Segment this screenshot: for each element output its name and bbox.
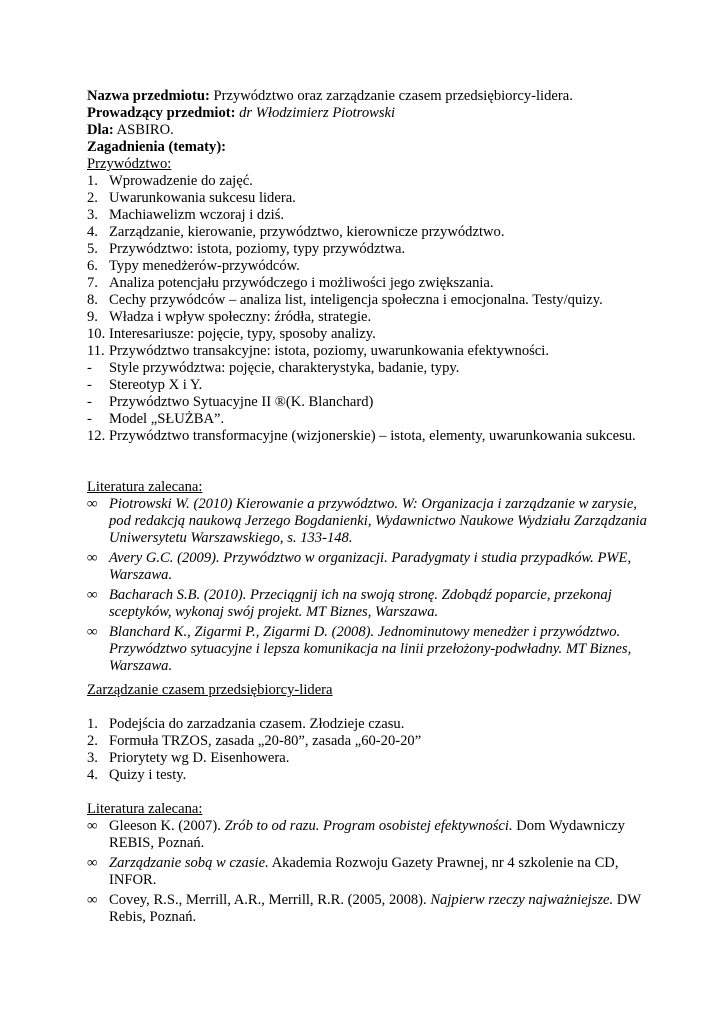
topic-item: 4. Quizy i testy. xyxy=(87,767,187,783)
topic-subitem: - Style przywództwa: pojęcie, charakterystyka, badanie, typy. xyxy=(87,360,460,376)
infinity-bullet-icon: ∞ xyxy=(87,855,98,871)
topic-item: 3. Priorytety wg D. Eisenhowera. xyxy=(87,750,290,766)
topic-item: 7. Analiza potencjału przywódczego i możliwości jego zwiększania. xyxy=(87,275,494,291)
lecturer-value: dr Włodzimierz Piotrowski xyxy=(239,105,396,121)
literature-heading: Literatura zalecana: xyxy=(87,479,203,495)
topic-item: 9. Władza i wpływ społeczny: źródła, strategie. xyxy=(87,309,372,325)
topic-item: 10. Interesariusze: pojęcie, typy, sposoby analizy. xyxy=(87,326,376,342)
subject-line xyxy=(87,88,647,105)
literature-list xyxy=(87,496,647,675)
time-management-topic-list xyxy=(87,716,647,784)
topic-item: 2. Uwarunkowania sukcesu lidera. xyxy=(87,190,296,206)
infinity-bullet-icon: ∞ xyxy=(87,892,98,908)
topic-item: 1. Wprowadzenie do zajęć. xyxy=(87,173,253,189)
topic-subitem: - Model „SŁUŻBA”. xyxy=(87,411,225,427)
topic-item: 5. Przywództwo: istota, poziomy, typy przywództwa. xyxy=(87,241,406,257)
topics-heading: Zagadnienia (tematy): xyxy=(87,139,227,155)
topic-item: 2. Formuła TRZOS, zasada „20-80”, zasada „60-20-20” xyxy=(87,733,422,749)
topic-item: 8. Cechy przywódców – analiza list, inteligencja społeczna i emocjonalna. Testy/quizy. xyxy=(87,292,603,308)
document-page xyxy=(87,88,647,929)
subject-value: Przywództwo oraz zarządzanie czasem przedsiębiorcy-lidera. xyxy=(213,88,573,104)
topic-item: 12. Przywództwo transformacyjne (wizjonerskie) – istota, elementy, uwarunkowania sukcesu. xyxy=(87,428,636,444)
infinity-bullet-icon: ∞ xyxy=(87,624,98,640)
lecturer-label: Prowadzący przedmiot: xyxy=(87,105,236,121)
subject-label: Nazwa przedmiotu: xyxy=(87,88,210,104)
leadership-topic-list xyxy=(87,173,647,445)
infinity-bullet-icon: ∞ xyxy=(87,550,98,566)
literature-item: ∞ Bacharach S.B. (2010). Przeciągnij ich na swoją stronę. Zdobądź poparcie, przekonaj sceptyków, wykonaj swój projekt. MT Biznes, Warszawa. xyxy=(87,587,612,620)
topic-subitem: - Stereotyp X i Y. xyxy=(87,377,203,393)
topic-item: 4. Zarządzanie, kierowanie, przywództwo, kierownicze przywództwo. xyxy=(87,224,505,240)
topic-item: 6. Typy menedżerów-przywódców. xyxy=(87,258,300,274)
infinity-bullet-icon: ∞ xyxy=(87,496,98,512)
literature-item: ∞ Zarządzanie sobą w czasie. Akademia Rozwoju Gazety Prawnej, nr 4 szkolenie na CD, INFOR. xyxy=(87,855,619,888)
literature-item: ∞ Piotrowski W. (2010) Kierowanie a przywództwo. W: Organizacja i zarządzanie w zarysie, pod redakcją naukową Jerzego Bogdanienki, Wydawnictwo Naukowe Wydziału Zarządzania Uniwersytetu Warszawskiego, s. 133-148. xyxy=(87,496,647,546)
literature-item: ∞ Gleeson K. (2007). Zrób to od razu. Program osobistej efektywności. Dom Wydawniczy REBIS, Poznań. xyxy=(87,818,625,851)
audience-line xyxy=(87,122,647,139)
infinity-bullet-icon: ∞ xyxy=(87,587,98,603)
time-management-heading: Zarządzanie czasem przedsiębiorcy-lidera xyxy=(87,682,333,698)
leadership-heading: Przywództwo: xyxy=(87,156,172,172)
literature-item: ∞ Blanchard K., Zigarmi P., Zigarmi D. (2008). Jednominutowy menedżer i przywództwo. Przywództwo sytuacyjne i lepsza komunikacja na linii przełożony-podwładny. MT Biznes, Warszawa. xyxy=(87,624,632,674)
literature-heading-2: Literatura zalecana: xyxy=(87,801,203,817)
literature-list-2 xyxy=(87,818,647,926)
literature-item: ∞ Avery G.C. (2009). Przywództwo w organizacji. Paradygmaty i studia przypadków. PWE, Warszawa. xyxy=(87,550,632,583)
lecturer-line xyxy=(87,105,647,122)
topic-subitem: - Przywództwo Sytuacyjne II ®(K. Blanchard) xyxy=(87,394,374,410)
topic-item: 1. Podejścia do zarzadzania czasem. Złodzieje czasu. xyxy=(87,716,405,732)
infinity-bullet-icon: ∞ xyxy=(87,818,98,834)
literature-item: ∞ Covey, R.S., Merrill, A.R., Merrill, R.R. (2005, 2008). Najpierw rzeczy najważniejsze. DW Rebis, Poznań. xyxy=(87,892,641,925)
topic-item: 11. Przywództwo transakcyjne: istota, poziomy, uwarunkowania efektywności. xyxy=(87,343,549,359)
audience-label: Dla: xyxy=(87,122,114,138)
audience-value: ASBIRO. xyxy=(116,122,174,138)
topic-item: 3. Machiawelizm wczoraj i dziś. xyxy=(87,207,285,223)
